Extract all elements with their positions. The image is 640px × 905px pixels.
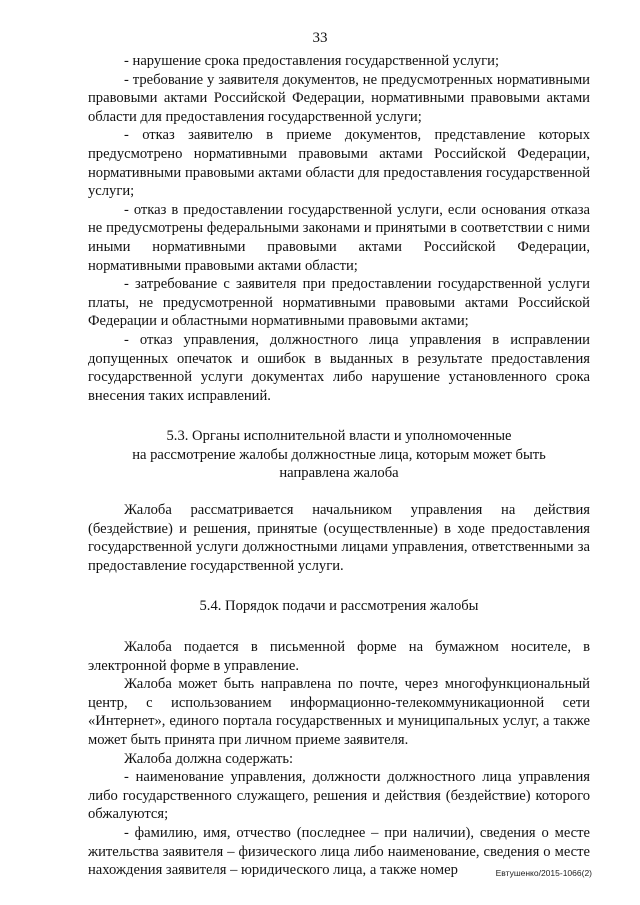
section-paragraph: Жалоба должна содержать:: [124, 750, 294, 767]
list-item: - нарушение срока предоставления государственной услуги;: [124, 53, 500, 69]
list-item: - наименование управления, должности должностного лица управления либо государственного служащего, решения и действия (бездействие) которого обжалуются;: [88, 769, 590, 823]
spacer: [88, 405, 590, 427]
spacer: [88, 575, 590, 597]
spacer: [88, 616, 590, 638]
list-item: - требование у заявителя документов, не предусмотренных нормативными правовыми актами Российской Федерации, нормативными правовыми актами области для предоставления государственной услуги;: [88, 71, 590, 125]
section-heading-line: направлена жалоба: [279, 465, 399, 482]
section-heading: 5.4. Порядок подачи и рассмотрения жалобы: [199, 598, 479, 615]
section-heading-line: 5.3. Органы исполнительной власти и уполномоченные: [166, 428, 512, 445]
document-body: [88, 52, 590, 880]
list-item: - затребование с заявителя при предоставлении государственной услуги платы, не предусмотренной нормативными правовыми актами Российской Федерации и областными нормативными правовыми актами;: [88, 276, 590, 330]
list-item: - отказ заявителю в приеме документов, представление которых предусмотрено нормативными правовыми актами Российской Федерации, нормативными правовыми актами области для предоставления государственной услуги;: [88, 127, 590, 200]
list-item: - отказ в предоставлении государственной услуги, если основания отказа не предусмотрены федеральными законами и принятыми в соответствии с ними иными нормативными правовыми актами Российской Федерации, нормативными правовыми актами области;: [88, 201, 590, 274]
footer-reference: Евтушенко/2015-1066(2): [495, 868, 592, 878]
list-item: - фамилию, имя, отчество (последнее – при наличии), сведения о месте жительства заявителя – физического лица либо наименование, сведения о месте нахождения заявителя – юридического лица, а также номер: [88, 824, 590, 879]
section-heading-line: на рассмотрение жалобы должностные лица, которым может быть: [132, 446, 546, 463]
spacer: [88, 483, 590, 501]
section-paragraph: Жалоба подается в письменной форме на бумажном носителе, в электронной форме в управление.: [88, 639, 590, 674]
section-paragraph: Жалоба рассматривается начальником управления на действия (бездействие) и решения, принятые (осуществленные) в ходе предоставления государственной услуги должностными лицами управления, ответственными за предоставление государственной услуги.: [88, 502, 590, 574]
page-number: 33: [312, 30, 328, 46]
section-paragraph: Жалоба может быть направлена по почте, через многофункциональный центр, с использованием информационно-телекоммуникационной сети «Интернет», единого портала государственных и муниципальных услуг, а также может быть принята при личном приеме заявителя.: [88, 676, 590, 748]
list-item: - отказ управления, должностного лица управления в исправлении допущенных опечаток и ошибок в выданных в результате предоставления государственной услуги документах либо нарушение установленного срока внесения таких исправлений.: [88, 331, 590, 404]
